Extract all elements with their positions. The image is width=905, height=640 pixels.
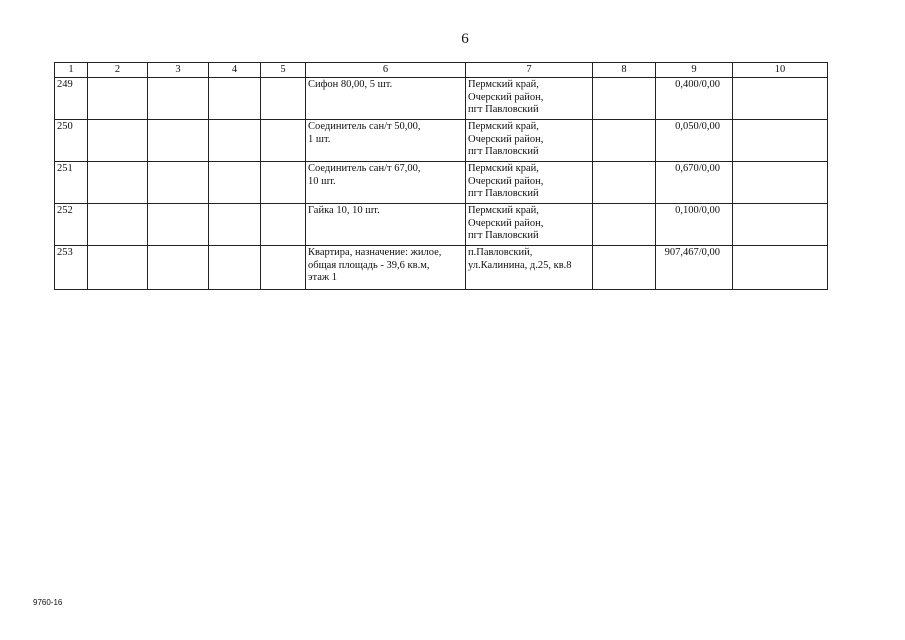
table-cell xyxy=(148,162,209,204)
location-cell: Пермский край, Очерский район, пгт Павловский xyxy=(466,204,593,246)
table-cell xyxy=(148,204,209,246)
table-cell xyxy=(733,78,828,120)
item-description-cell: Сифон 80,00, 5 шт. xyxy=(306,78,466,120)
table-cell xyxy=(209,246,261,290)
column-header: 3 xyxy=(148,63,209,78)
table-cell xyxy=(261,162,306,204)
table-cell xyxy=(593,162,656,204)
location-cell: Пермский край, Очерский район, пгт Павловский xyxy=(466,78,593,120)
table-cell xyxy=(209,78,261,120)
value-cell: 0,670/0,00 xyxy=(656,162,733,204)
table-cell xyxy=(733,120,828,162)
table-cell xyxy=(148,120,209,162)
table-cell xyxy=(148,246,209,290)
table-row xyxy=(55,78,828,120)
page-number: 6 xyxy=(461,31,469,47)
table-cell xyxy=(593,204,656,246)
table-row xyxy=(55,162,828,204)
table-cell xyxy=(261,204,306,246)
table-cell xyxy=(88,120,148,162)
column-header: 1 xyxy=(55,63,88,78)
table-cell xyxy=(261,120,306,162)
row-number-cell: 249 xyxy=(55,78,88,120)
item-description-cell: Гайка 10, 10 шт. xyxy=(306,204,466,246)
table-cell xyxy=(88,78,148,120)
item-description-cell: Соединитель сан/т 50,00, 1 шт. xyxy=(306,120,466,162)
column-header: 10 xyxy=(733,63,828,78)
row-number-cell: 250 xyxy=(55,120,88,162)
location-cell: Пермский край, Очерский район, пгт Павловский xyxy=(466,162,593,204)
table-cell xyxy=(209,120,261,162)
item-description-cell: Соединитель сан/т 67,00, 10 шт. xyxy=(306,162,466,204)
property-table xyxy=(54,62,828,290)
column-header: 2 xyxy=(88,63,148,78)
table-cell xyxy=(261,246,306,290)
location-cell: Пермский край, Очерский район, пгт Павловский xyxy=(466,120,593,162)
table-cell xyxy=(261,78,306,120)
table-row xyxy=(55,120,828,162)
value-cell: 0,400/0,00 xyxy=(656,78,733,120)
table-cell xyxy=(209,162,261,204)
document-code: 9760-16 xyxy=(33,598,63,607)
table-cell xyxy=(593,246,656,290)
table-cell xyxy=(209,204,261,246)
table-row xyxy=(55,204,828,246)
column-header: 6 xyxy=(306,63,466,78)
value-cell: 907,467/0,00 xyxy=(656,246,733,290)
column-header: 7 xyxy=(466,63,593,78)
table-row xyxy=(55,246,828,290)
table-cell xyxy=(148,78,209,120)
header-row xyxy=(55,63,828,78)
table-cell xyxy=(88,162,148,204)
table-cell xyxy=(733,162,828,204)
item-description-cell: Квартира, назначение: жилое, общая площадь - 39,6 кв.м, этаж 1 xyxy=(306,246,466,290)
value-cell: 0,100/0,00 xyxy=(656,204,733,246)
table-cell xyxy=(88,246,148,290)
table-cell xyxy=(733,246,828,290)
table-cell xyxy=(88,204,148,246)
row-number-cell: 251 xyxy=(55,162,88,204)
table-cell xyxy=(593,120,656,162)
column-header: 5 xyxy=(261,63,306,78)
value-cell: 0,050/0,00 xyxy=(656,120,733,162)
row-number-cell: 253 xyxy=(55,246,88,290)
row-number-cell: 252 xyxy=(55,204,88,246)
table-cell xyxy=(593,78,656,120)
column-header: 8 xyxy=(593,63,656,78)
column-header: 9 xyxy=(656,63,733,78)
column-header: 4 xyxy=(209,63,261,78)
location-cell: п.Павловский, ул.Калинина, д.25, кв.8 xyxy=(466,246,593,290)
table-cell xyxy=(733,204,828,246)
